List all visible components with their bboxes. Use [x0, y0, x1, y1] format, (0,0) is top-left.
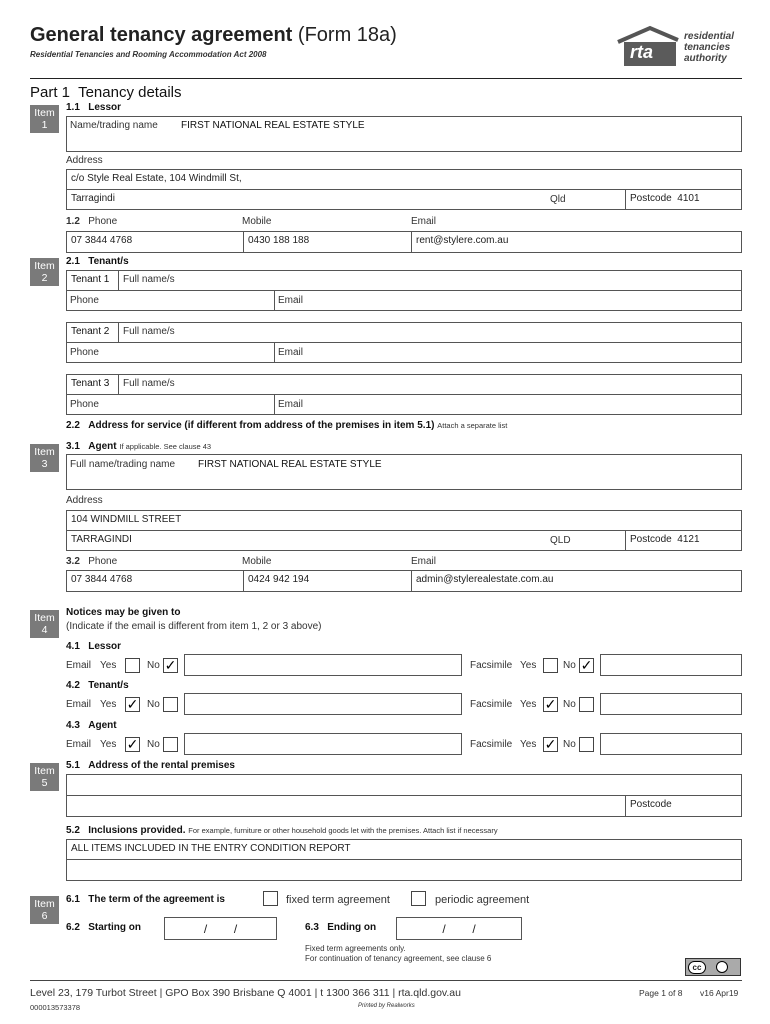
- fixed-term-checkbox[interactable]: [263, 891, 278, 906]
- notices-subheading: (Indicate if the email is different from item 1, 2 or 3 above): [66, 621, 322, 632]
- tenant-1-name-label: Full name/s: [123, 274, 175, 285]
- agent-phone-label: 3.2 Phone: [66, 556, 118, 567]
- lessor-state: Qld: [550, 194, 566, 205]
- lessor-postcode-field[interactable]: [625, 189, 742, 210]
- end-date-heading: 6.3 Ending on: [305, 922, 377, 933]
- premises-postcode-label: Postcode: [630, 799, 672, 810]
- notice-fax-yes-checkbox[interactable]: ✓: [544, 696, 557, 712]
- lessor-address-line1[interactable]: c/o Style Real Estate, 104 Windmill St,: [66, 169, 742, 190]
- premises-postcode-field[interactable]: [625, 795, 742, 817]
- notice-fax-field[interactable]: [600, 693, 742, 715]
- agent-email[interactable]: admin@stylerealestate.com.au: [411, 570, 742, 592]
- notice-email-field[interactable]: [184, 733, 462, 755]
- notice-row-heading: 4.3 Agent: [66, 720, 117, 731]
- agent-address-line1[interactable]: 104 WINDMILL STREET: [66, 510, 742, 531]
- creative-commons-icon: cc: [685, 958, 741, 976]
- agent-mobile[interactable]: 0424 942 194: [243, 570, 412, 592]
- premises-heading: 5.1 Address of the rental premises: [66, 760, 235, 771]
- rta-logo: [612, 22, 742, 72]
- notice-fax-no-checkbox[interactable]: ✓: [580, 657, 593, 673]
- header-rule: [30, 78, 742, 79]
- agent-postcode: 4121: [677, 534, 700, 545]
- service-address-heading: 2.2 Address for service (if different from address of the premises in item 5.1) Attach a separate list: [66, 420, 508, 431]
- notice-email-yes-checkbox[interactable]: ✓: [126, 696, 139, 712]
- notice-email-field[interactable]: [184, 693, 462, 715]
- notice-email-no-label: No: [147, 660, 160, 671]
- item-badge-2: Item 2: [30, 258, 59, 286]
- tenant-3-name-label: Full name/s: [123, 378, 175, 389]
- notice-email-label: Email: [66, 699, 92, 710]
- footer-version: v16 Apr19: [700, 988, 739, 998]
- start-date-heading: 6.2 Starting on: [66, 922, 142, 933]
- notice-fax-no-checkbox[interactable]: [579, 737, 594, 752]
- inclusions-line1[interactable]: ALL ITEMS INCLUDED IN THE ENTRY CONDITION REPORT: [66, 839, 742, 860]
- notice-fax-no-checkbox[interactable]: [579, 697, 594, 712]
- notice-row-heading: 4.2 Tenant/s: [66, 680, 129, 691]
- agent-address-label: Address: [66, 495, 103, 506]
- notice-fax-field[interactable]: [600, 733, 742, 755]
- lessor-postcode-label: Postcode: [630, 193, 672, 204]
- item-badge-3: Item 3: [30, 444, 59, 472]
- notice-email-yes-checkbox[interactable]: ✓: [126, 736, 139, 752]
- notice-email-yes-checkbox[interactable]: [125, 658, 140, 673]
- act-subtitle: Residential Tenancies and Rooming Accommodation Act 2008: [30, 50, 267, 59]
- lessor-address-label: Address: [66, 155, 103, 166]
- notice-email-yes-label: Yes: [100, 699, 117, 710]
- item-badge-1: Item 1: [30, 105, 59, 133]
- tenants-heading: 2.1 Tenant/s: [66, 256, 129, 267]
- agent-heading: 3.1 Agent If applicable. See clause 43: [66, 441, 212, 452]
- footer-rule: [30, 980, 742, 981]
- notice-email-label: Email: [66, 660, 92, 671]
- page-title: [30, 24, 397, 47]
- end-date-field[interactable]: / /: [396, 917, 522, 940]
- footer-printed: Printed by Realworks: [358, 1003, 415, 1009]
- lessor-email[interactable]: rent@stylere.com.au: [411, 231, 742, 253]
- tenant-2-phone-label: Phone: [70, 347, 99, 358]
- notice-email-no-checkbox[interactable]: [163, 737, 178, 752]
- agent-postcode-field[interactable]: [625, 530, 742, 551]
- tenant-1-email-field[interactable]: [274, 290, 742, 311]
- lessor-email-label: Email: [411, 216, 437, 227]
- lessor-phone[interactable]: 07 3844 4768: [66, 231, 244, 253]
- agent-mobile-label: Mobile: [242, 556, 272, 567]
- notice-email-no-checkbox[interactable]: [163, 697, 178, 712]
- agent-email-label: Email: [411, 556, 437, 567]
- notice-email-label: Email: [66, 739, 92, 750]
- notice-fax-yes-checkbox[interactable]: ✓: [544, 736, 557, 752]
- notice-email-no-label: No: [147, 699, 160, 710]
- lessor-heading: 1.1 Lessor: [66, 102, 122, 113]
- form-number: (Form 18a): [297, 24, 397, 46]
- periodic-checkbox[interactable]: [411, 891, 426, 906]
- tenant-3-phone-label: Phone: [70, 399, 99, 410]
- notice-fax-yes-label: Yes: [520, 699, 537, 710]
- agent-postcode-label: Postcode: [630, 534, 672, 545]
- part1-title: Part 1 Tenancy details: [30, 84, 182, 101]
- lessor-name-value: FIRST NATIONAL REAL ESTATE STYLE: [181, 120, 365, 131]
- notice-email-field[interactable]: [184, 654, 462, 676]
- notice-row-heading: 4.1 Lessor: [66, 641, 122, 652]
- tenant-3-label: Tenant 3: [66, 374, 119, 395]
- notice-fax-no-label: No: [563, 699, 576, 710]
- notice-fax-no-label: No: [563, 739, 576, 750]
- inclusions-line2[interactable]: [66, 859, 742, 881]
- form-title: General tenancy agreement: [30, 24, 293, 46]
- notice-fax-no-label: No: [563, 660, 576, 671]
- start-date-field[interactable]: / /: [164, 917, 277, 940]
- lessor-mobile[interactable]: 0430 188 188: [243, 231, 412, 253]
- notice-fax-field[interactable]: [600, 654, 742, 676]
- notice-fax-yes-label: Yes: [520, 739, 537, 750]
- rta-logo-text: residential tenancies authority: [684, 31, 735, 64]
- agent-name-label: Full name/trading name: [70, 459, 176, 470]
- term-note-1: Fixed term agreements only.: [305, 944, 406, 953]
- footer-code: 000013573378: [30, 1003, 81, 1012]
- notice-email-yes-label: Yes: [100, 660, 117, 671]
- agent-phone[interactable]: 07 3844 4768: [66, 570, 244, 592]
- premises-address-line1[interactable]: [66, 774, 742, 796]
- lessor-postcode: 4101: [677, 193, 700, 204]
- agent-name-value: FIRST NATIONAL REAL ESTATE STYLE: [198, 459, 382, 470]
- lessor-address-line2[interactable]: Tarragindi: [66, 189, 626, 210]
- item-badge-4: Item 4: [30, 610, 59, 638]
- rta-logo-mark: rta: [630, 42, 654, 62]
- lessor-name-label: Name/trading name: [70, 120, 158, 131]
- tenant-2-label: Tenant 2: [66, 322, 119, 343]
- premises-address-line2[interactable]: [66, 795, 626, 817]
- lessor-name-field[interactable]: [66, 116, 742, 152]
- tenant-3-email-field[interactable]: [274, 394, 742, 415]
- lessor-phone-label: 1.2 Phone: [66, 216, 118, 227]
- footer-address: Level 23, 179 Turbot Street | GPO Box 390 Brisbane Q 4001 | t 1300 366 311 | rta.qld.gov.au: [30, 987, 461, 999]
- tenant-1-label: Tenant 1: [66, 270, 119, 291]
- term-note-2: For continuation of tenancy agreement, see clause 6: [305, 954, 492, 963]
- fixed-term-label: fixed term agreement: [286, 894, 390, 906]
- notice-fax-label: Facsimile: [470, 660, 513, 671]
- notice-fax-label: Facsimile: [470, 739, 513, 750]
- tenant-1-phone-label: Phone: [70, 295, 99, 306]
- lessor-mobile-label: Mobile: [242, 216, 272, 227]
- notice-email-no-checkbox[interactable]: ✓: [164, 657, 177, 673]
- agent-address-line2[interactable]: TARRAGINDI: [66, 530, 626, 551]
- tenant-3-email-label: Email: [278, 399, 304, 410]
- tenant-2-email-field[interactable]: [274, 342, 742, 363]
- inclusions-heading: 5.2 Inclusions provided. For example, furniture or other household goods let with the premises. Attach list if necessary: [66, 825, 498, 836]
- footer-page: Page 1 of 8: [639, 988, 683, 998]
- notice-fax-yes-checkbox[interactable]: [543, 658, 558, 673]
- item-badge-6: Item 6: [30, 896, 59, 924]
- tenant-2-name-label: Full name/s: [123, 326, 175, 337]
- term-heading: 6.1 The term of the agreement is: [66, 894, 225, 905]
- notice-fax-yes-label: Yes: [520, 660, 537, 671]
- tenant-1-email-label: Email: [278, 295, 304, 306]
- notice-email-no-label: No: [147, 739, 160, 750]
- agent-state: QLD: [550, 535, 571, 546]
- notice-email-yes-label: Yes: [100, 739, 117, 750]
- attribution-icon: [716, 961, 728, 973]
- periodic-label: periodic agreement: [435, 894, 530, 906]
- tenant-2-email-label: Email: [278, 347, 304, 358]
- notice-fax-label: Facsimile: [470, 699, 513, 710]
- notices-heading: Notices may be given to: [66, 607, 181, 618]
- item-badge-5: Item 5: [30, 763, 59, 791]
